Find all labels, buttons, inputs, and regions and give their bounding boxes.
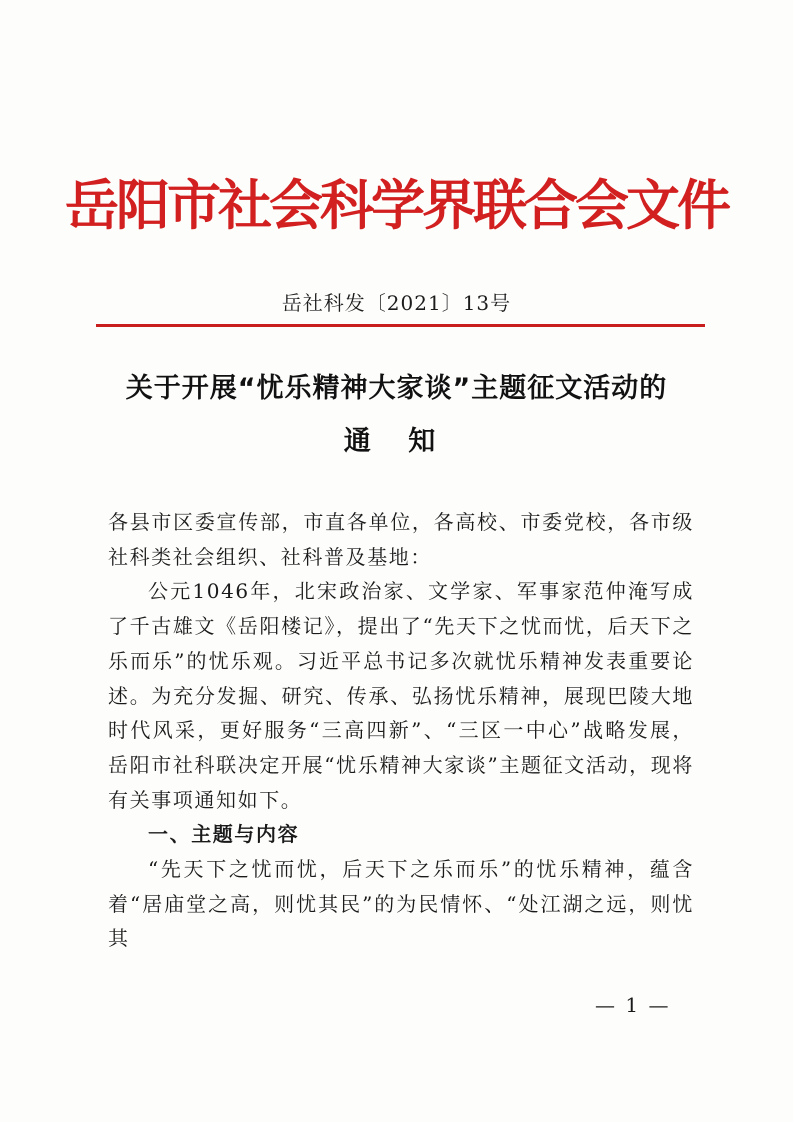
document-number: 岳社科发〔2021〕13号 <box>281 291 512 315</box>
header-divider <box>96 324 705 327</box>
paragraph-theme: “先天下之忧而忧，后天下之乐而乐”的忧乐精神，蕴含着“居庙堂之高，则忧其民”的为民情怀、“处江湖之远，则忧其 <box>108 857 694 951</box>
notice-title-line2: 通 知 <box>343 426 450 457</box>
paragraph-intro: 公元1046年，北宋政治家、文学家、军事家范仲淹写成了千古雄文《岳阳楼记》，提出了“先天下之忧而忧，后天下之乐而乐”的忧乐观。习近平总书记多次就忧乐精神发表重要论述。为充分发掘、研究、传承、弘扬忧乐精神，展现巴陵大地时代风采，更好服务“三高四新”、“三区一中心”战略发展，岳阳市社科联决定开展“忧乐精神大家谈”主题征文活动，现将有关事项通知如下。 <box>108 579 694 812</box>
document-header-title: 岳阳市社会科学界联合会文件 <box>65 174 728 237</box>
notice-title-line1: 关于开展“忧乐精神大家谈”主题征文活动的 <box>125 373 668 404</box>
salutation: 各县市区委宣传部，市直各单位，各高校、市委党校，各市级社科类社会组织、社科普及基地： <box>108 510 694 569</box>
section-heading-theme: 一、主题与内容 <box>148 822 300 847</box>
page-number: — 1 — <box>595 993 671 1017</box>
document-body <box>108 505 694 956</box>
